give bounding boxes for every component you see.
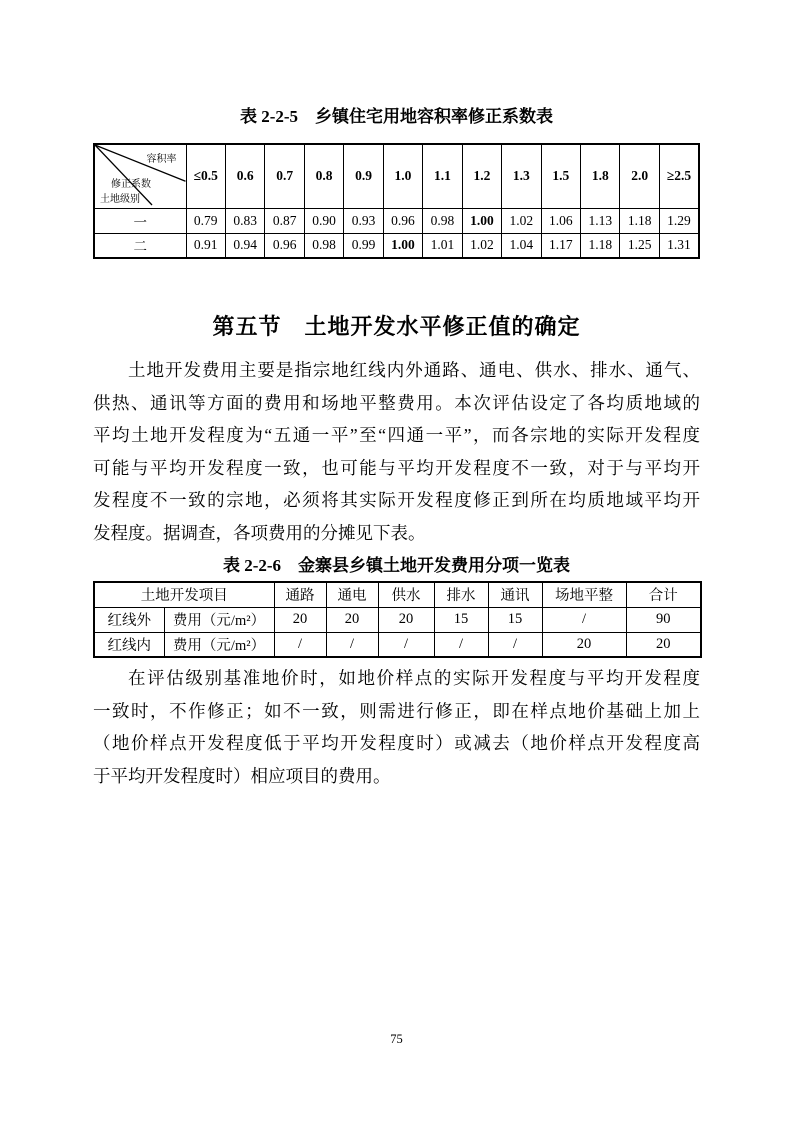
paragraph-line: 在评估级别基准地价时，如地价样点的实际开发程度与平均开发程度 — [128, 668, 700, 688]
table2-cell: 15 — [488, 607, 542, 632]
table2-cell: / — [326, 632, 378, 657]
table1-col-header: 0.8 — [304, 144, 343, 208]
development-cost-table — [93, 581, 702, 658]
table1-cell: 0.96 — [265, 233, 304, 258]
paragraph-line: 土地开发费用主要是指宗地红线内外通路、通电、供水、排水、通气、 — [128, 360, 700, 380]
table1-title: 表 2-2-5 乡镇住宅用地容积率修正系数表 — [239, 107, 554, 126]
table1-cell: 0.96 — [383, 208, 422, 233]
table1-cell: 1.18 — [581, 233, 620, 258]
table1-row-label: 一 — [94, 208, 186, 233]
corner-label-land-grade: 土地级别 — [100, 193, 140, 205]
table1-cell: 1.02 — [502, 208, 541, 233]
table2-col-header: 场地平整 — [542, 582, 626, 607]
table1-col-header: 2.0 — [620, 144, 659, 208]
table1-col-header: ≥2.5 — [659, 144, 699, 208]
table2-col-header: 通路 — [274, 582, 326, 607]
table2-cell: / — [488, 632, 542, 657]
table1-cell: 0.98 — [304, 233, 343, 258]
paragraph-line: 发程度不一致的宗地，必须将其实际开发程度修正到所在均质地域平均开 — [93, 490, 700, 510]
table2-row-scope: 红线内 — [94, 632, 164, 657]
table2-col-header: 合计 — [626, 582, 701, 607]
table1-col-header: 1.2 — [462, 144, 501, 208]
table1-col-header: 0.9 — [344, 144, 383, 208]
table1-cell: 1.17 — [541, 233, 580, 258]
section-heading: 第五节 土地开发水平修正值的确定 — [212, 314, 581, 339]
paragraph-line: 供热、通讯等方面的费用和场地平整费用。本次评估设定了各均质地域的 — [93, 392, 700, 413]
table1-col-header: 1.3 — [502, 144, 541, 208]
paragraph-line: 于平均开发程度时）相应项目的费用。 — [93, 765, 391, 786]
table2-cell: / — [378, 632, 434, 657]
table2-cell: 20 — [326, 607, 378, 632]
table2-title: 表 2-2-6 金寨县乡镇土地开发费用分项一览表 — [222, 556, 571, 575]
table2-row-inside-redline — [94, 632, 701, 657]
table2-col-header: 供水 — [378, 582, 434, 607]
table1-diagonal-corner-cell — [94, 144, 186, 208]
table2-row-item: 费用（元/m²） — [164, 607, 274, 632]
table1-header-row — [94, 144, 699, 208]
table1-cell: 0.79 — [186, 208, 225, 233]
table2-cell: 20 — [274, 607, 326, 632]
table2-cell: 20 — [626, 632, 701, 657]
table1-cell: 1.31 — [659, 233, 699, 258]
table2-cell: 20 — [378, 607, 434, 632]
table2-cell: / — [542, 607, 626, 632]
table2-cell: 20 — [542, 632, 626, 657]
table1-cell: 0.91 — [186, 233, 225, 258]
table1-cell: 1.04 — [502, 233, 541, 258]
table1-cell: 0.87 — [265, 208, 304, 233]
table2-col-header: 排水 — [434, 582, 488, 607]
table1-row-label: 二 — [94, 233, 186, 258]
table2-row-scope: 红线外 — [94, 607, 164, 632]
table1-cell: 0.83 — [225, 208, 264, 233]
paragraph-line: 发程度。据调查，各项费用的分摊见下表。 — [93, 522, 426, 543]
paragraph-benchmark-adjustment — [93, 662, 700, 792]
table2-col-header: 通讯 — [488, 582, 542, 607]
table1-cell-base: 1.00 — [462, 208, 501, 233]
table2-col-header: 通电 — [326, 582, 378, 607]
corner-label-floor-area-ratio: 容积率 — [146, 154, 177, 165]
table1-cell: 0.93 — [344, 208, 383, 233]
table2-cell: / — [434, 632, 488, 657]
table2-header-project: 土地开发项目 — [94, 582, 274, 607]
table2-row-item: 费用（元/m²） — [164, 632, 274, 657]
table1-col-header: 1.8 — [581, 144, 620, 208]
fr-coefficient-table — [93, 143, 700, 259]
paragraph-line: （地价样点开发程度低于平均开发程度时）或减去（地价样点开发程度高 — [93, 733, 700, 753]
table1-col-header: 1.0 — [383, 144, 422, 208]
paragraph-line: 一致时，不作修正；如不一致，则需进行修正，即在样点地价基础上加上 — [93, 700, 700, 721]
table2-cell: 15 — [434, 607, 488, 632]
table1-cell: 0.90 — [304, 208, 343, 233]
table2-cell: 90 — [626, 607, 701, 632]
table1-col-header: 0.7 — [265, 144, 304, 208]
table1-col-header: 0.6 — [225, 144, 264, 208]
table2-row-outside-redline — [94, 607, 701, 632]
table1-cell: 1.25 — [620, 233, 659, 258]
paragraph-line: 平均土地开发程度为“五通一平”至“四通一平”，而各宗地的实际开发程度 — [93, 425, 700, 445]
paragraph-development-cost — [93, 354, 700, 549]
table1-col-header: 1.1 — [423, 144, 462, 208]
table1-row-grade-1 — [94, 208, 699, 233]
table1-cell: 1.18 — [620, 208, 659, 233]
table2-cell: / — [274, 632, 326, 657]
paragraph-line: 可能与平均开发程度一致，也可能与平均开发程度不一致，对于与平均开 — [93, 457, 700, 478]
table1-cell: 1.01 — [423, 233, 462, 258]
corner-label-correction-coefficient: 修正系数 — [111, 179, 151, 190]
table2-header-row — [94, 582, 701, 607]
page-number: 75 — [390, 1032, 403, 1046]
table1-cell: 1.13 — [581, 208, 620, 233]
table1-cell: 0.98 — [423, 208, 462, 233]
table1-cell: 1.06 — [541, 208, 580, 233]
table1-col-header: ≤0.5 — [186, 144, 225, 208]
table1-col-header: 1.5 — [541, 144, 580, 208]
table1-cell: 1.29 — [659, 208, 699, 233]
table1-cell: 0.94 — [225, 233, 264, 258]
table1-row-grade-2 — [94, 233, 699, 258]
table1-cell: 1.02 — [462, 233, 501, 258]
table1-cell-base: 1.00 — [383, 233, 422, 258]
table1-cell: 0.99 — [344, 233, 383, 258]
